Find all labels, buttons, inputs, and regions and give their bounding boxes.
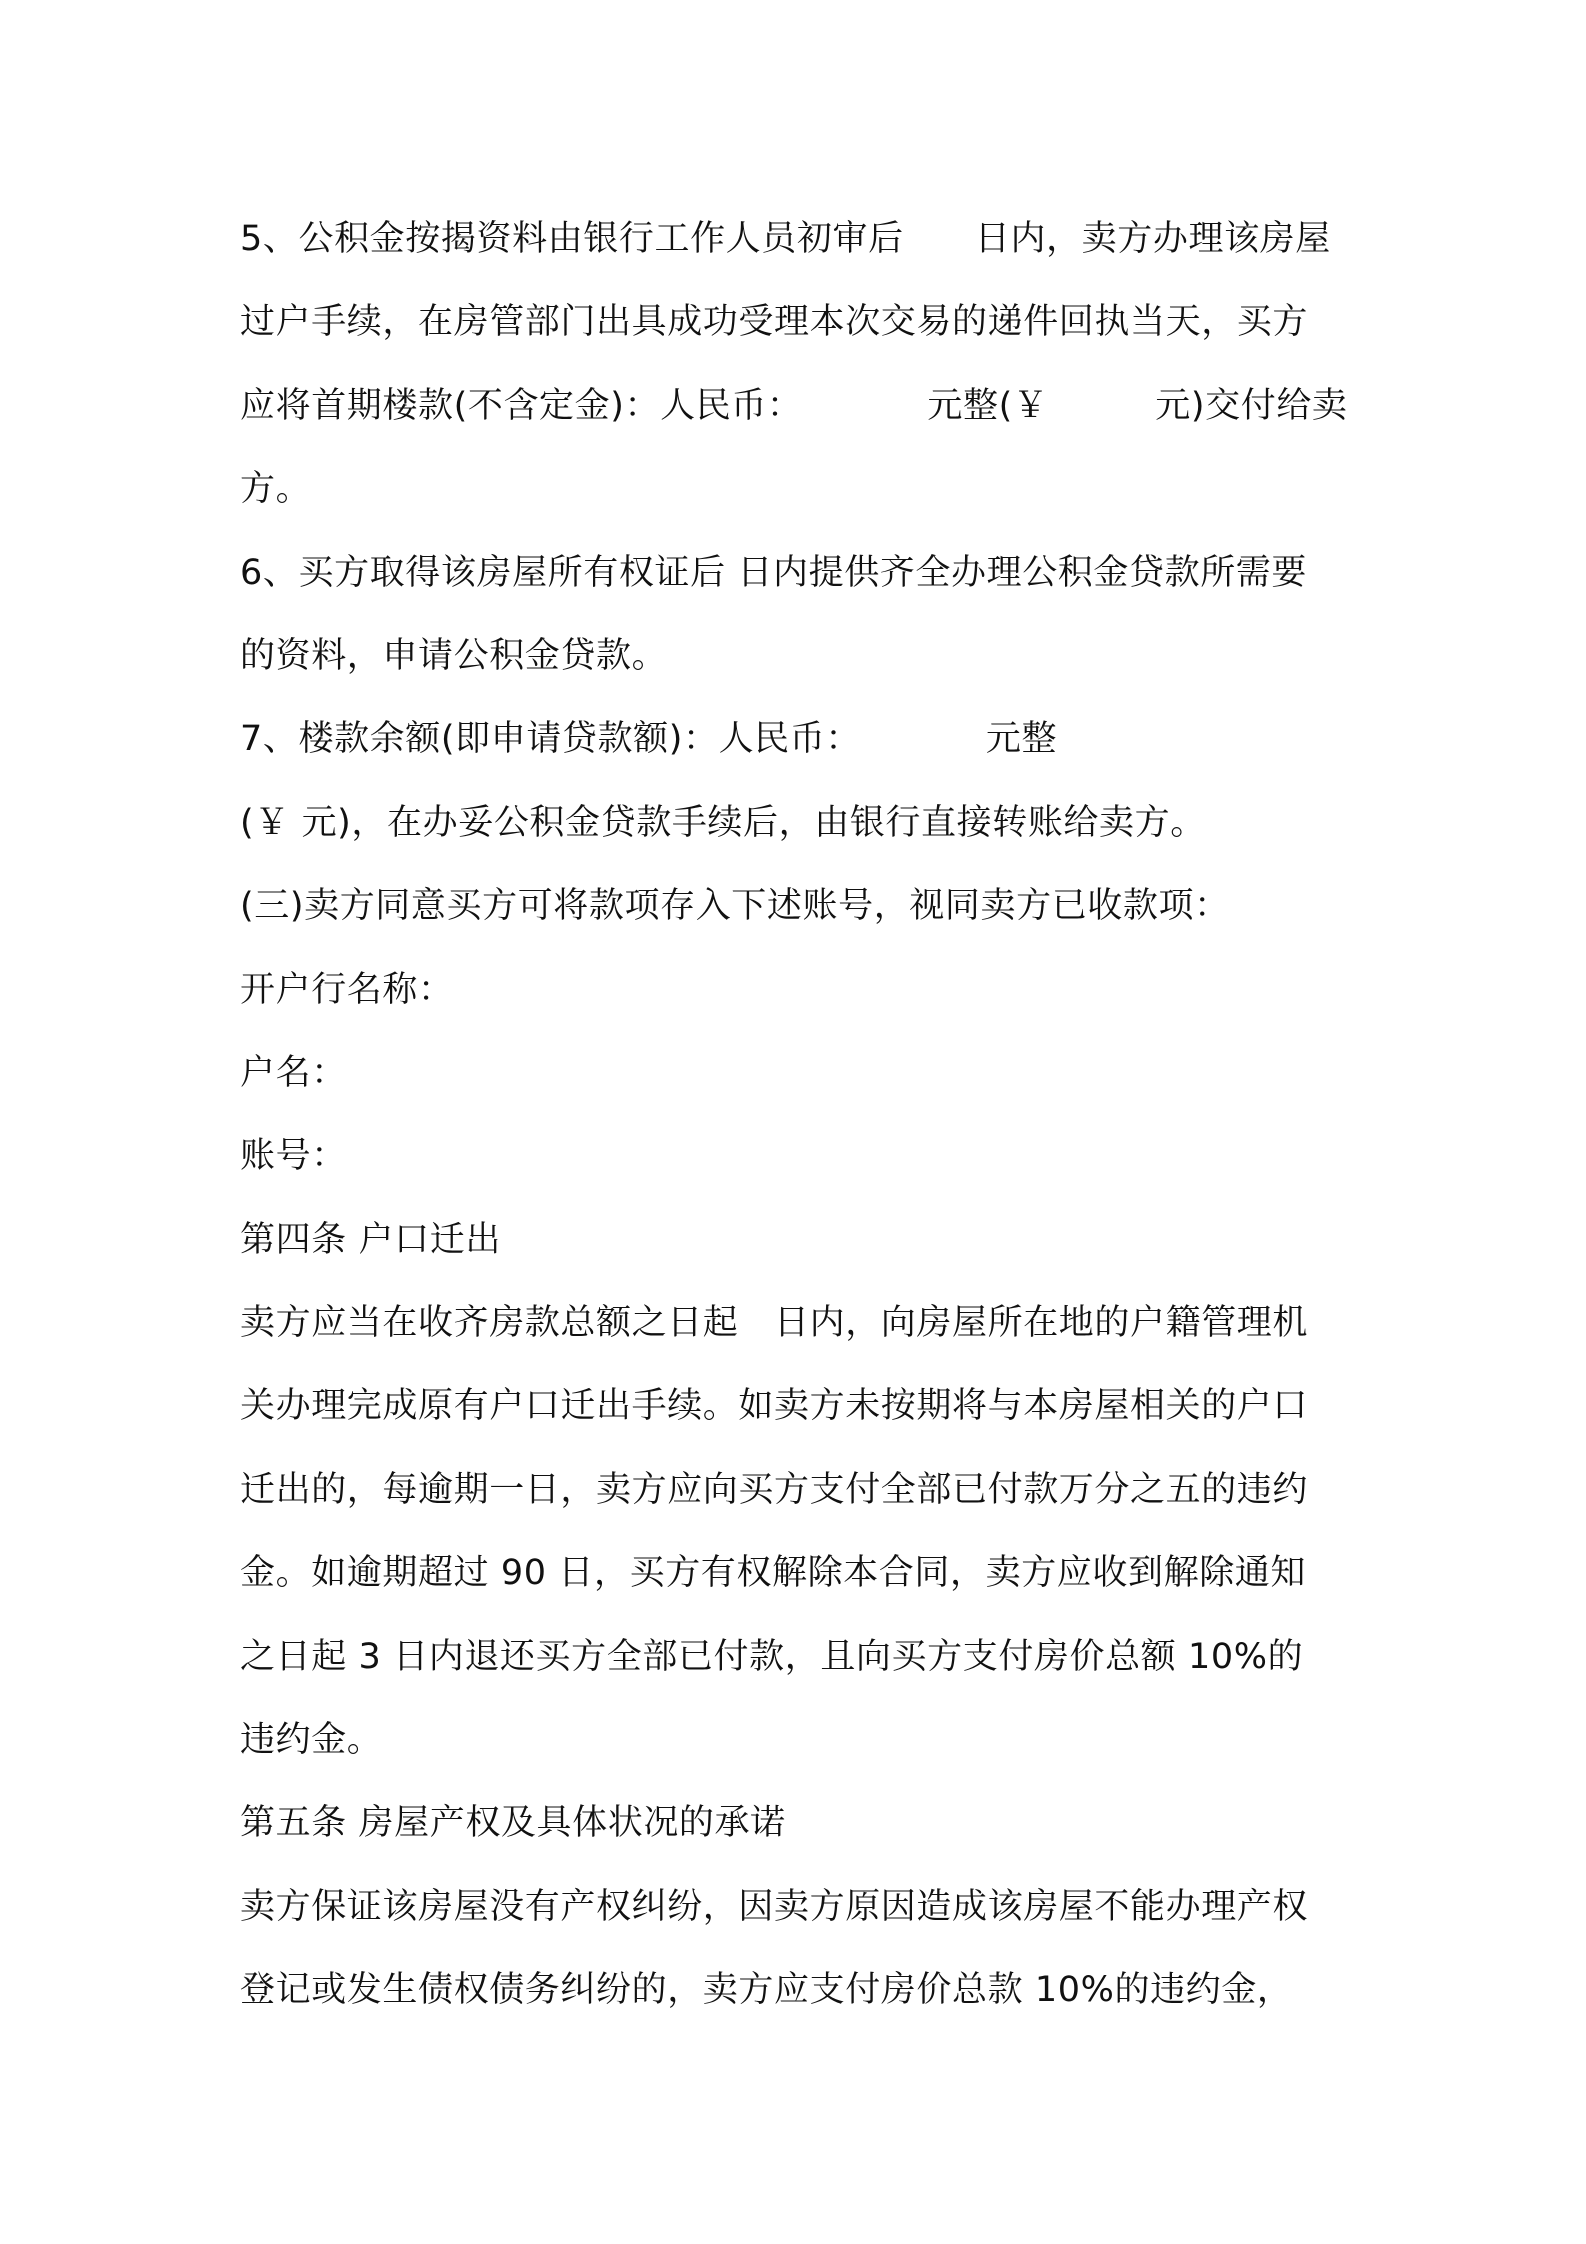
text-line: 之日起 3 日内退还买方全部已付款，且向买方支付房价总额 10%的	[240, 1636, 1304, 1677]
text-line: 登记或发生债权债务纠纷的，卖方应支付房价总款 10%的违约金，	[240, 1970, 1293, 2011]
text-line: 关办理完成原有户口迁出手续。如卖方未按期将与本房屋相关的户口	[240, 1386, 1309, 1427]
text-line: 卖方应当在收齐房款总额之日起 日内，向房屋所在地的户籍管理机	[240, 1303, 1309, 1344]
text-line: 过户手续，在房管部门出具成功受理本次交易的递件回执当天，买方	[240, 302, 1309, 343]
text-line: 应将首期楼款(不含定金)：人民币： 元整(￥ 元)交付给卖	[240, 385, 1348, 426]
text-line: (三)卖方同意买方可将款项存入下述账号，视同卖方已收款项：	[240, 886, 1230, 927]
section-heading-article-4: 第四条 户口迁出	[240, 1219, 501, 1260]
account-number-label: 账号：	[240, 1136, 347, 1177]
text-line: 方。	[240, 469, 312, 510]
text-line: 6、买方取得该房屋所有权证后 日内提供齐全办理公积金贷款所需要	[240, 552, 1307, 593]
text-line: (￥ 元)，在办妥公积金贷款手续后，由银行直接转账给卖方。	[240, 802, 1206, 843]
text-line: 的资料，申请公积金贷款。	[240, 635, 668, 676]
text-line: 违约金。	[240, 1720, 383, 1761]
section-heading-article-5: 第五条 房屋产权及具体状况的承诺	[240, 1803, 786, 1844]
text-line: 金。如逾期超过 90 日，买方有权解除本合同，卖方应收到解除通知	[240, 1553, 1306, 1594]
text-line: 7、楼款余额(即申请贷款额)：人民币： 元整	[240, 719, 1058, 760]
account-bank-label: 开户行名称：	[240, 969, 454, 1010]
text-line: 5、公积金按揭资料由银行工作人员初审后 日内，卖方办理该房屋	[240, 219, 1331, 259]
account-name-label: 户名：	[240, 1052, 347, 1093]
text-line: 迁出的，每逾期一日，卖方应向买方支付全部已付款万分之五的违约	[240, 1469, 1309, 1510]
document-body	[240, 198, 1360, 2033]
text-line: 卖方保证该房屋没有产权纠纷，因卖方原因造成该房屋不能办理产权	[240, 1886, 1309, 1927]
